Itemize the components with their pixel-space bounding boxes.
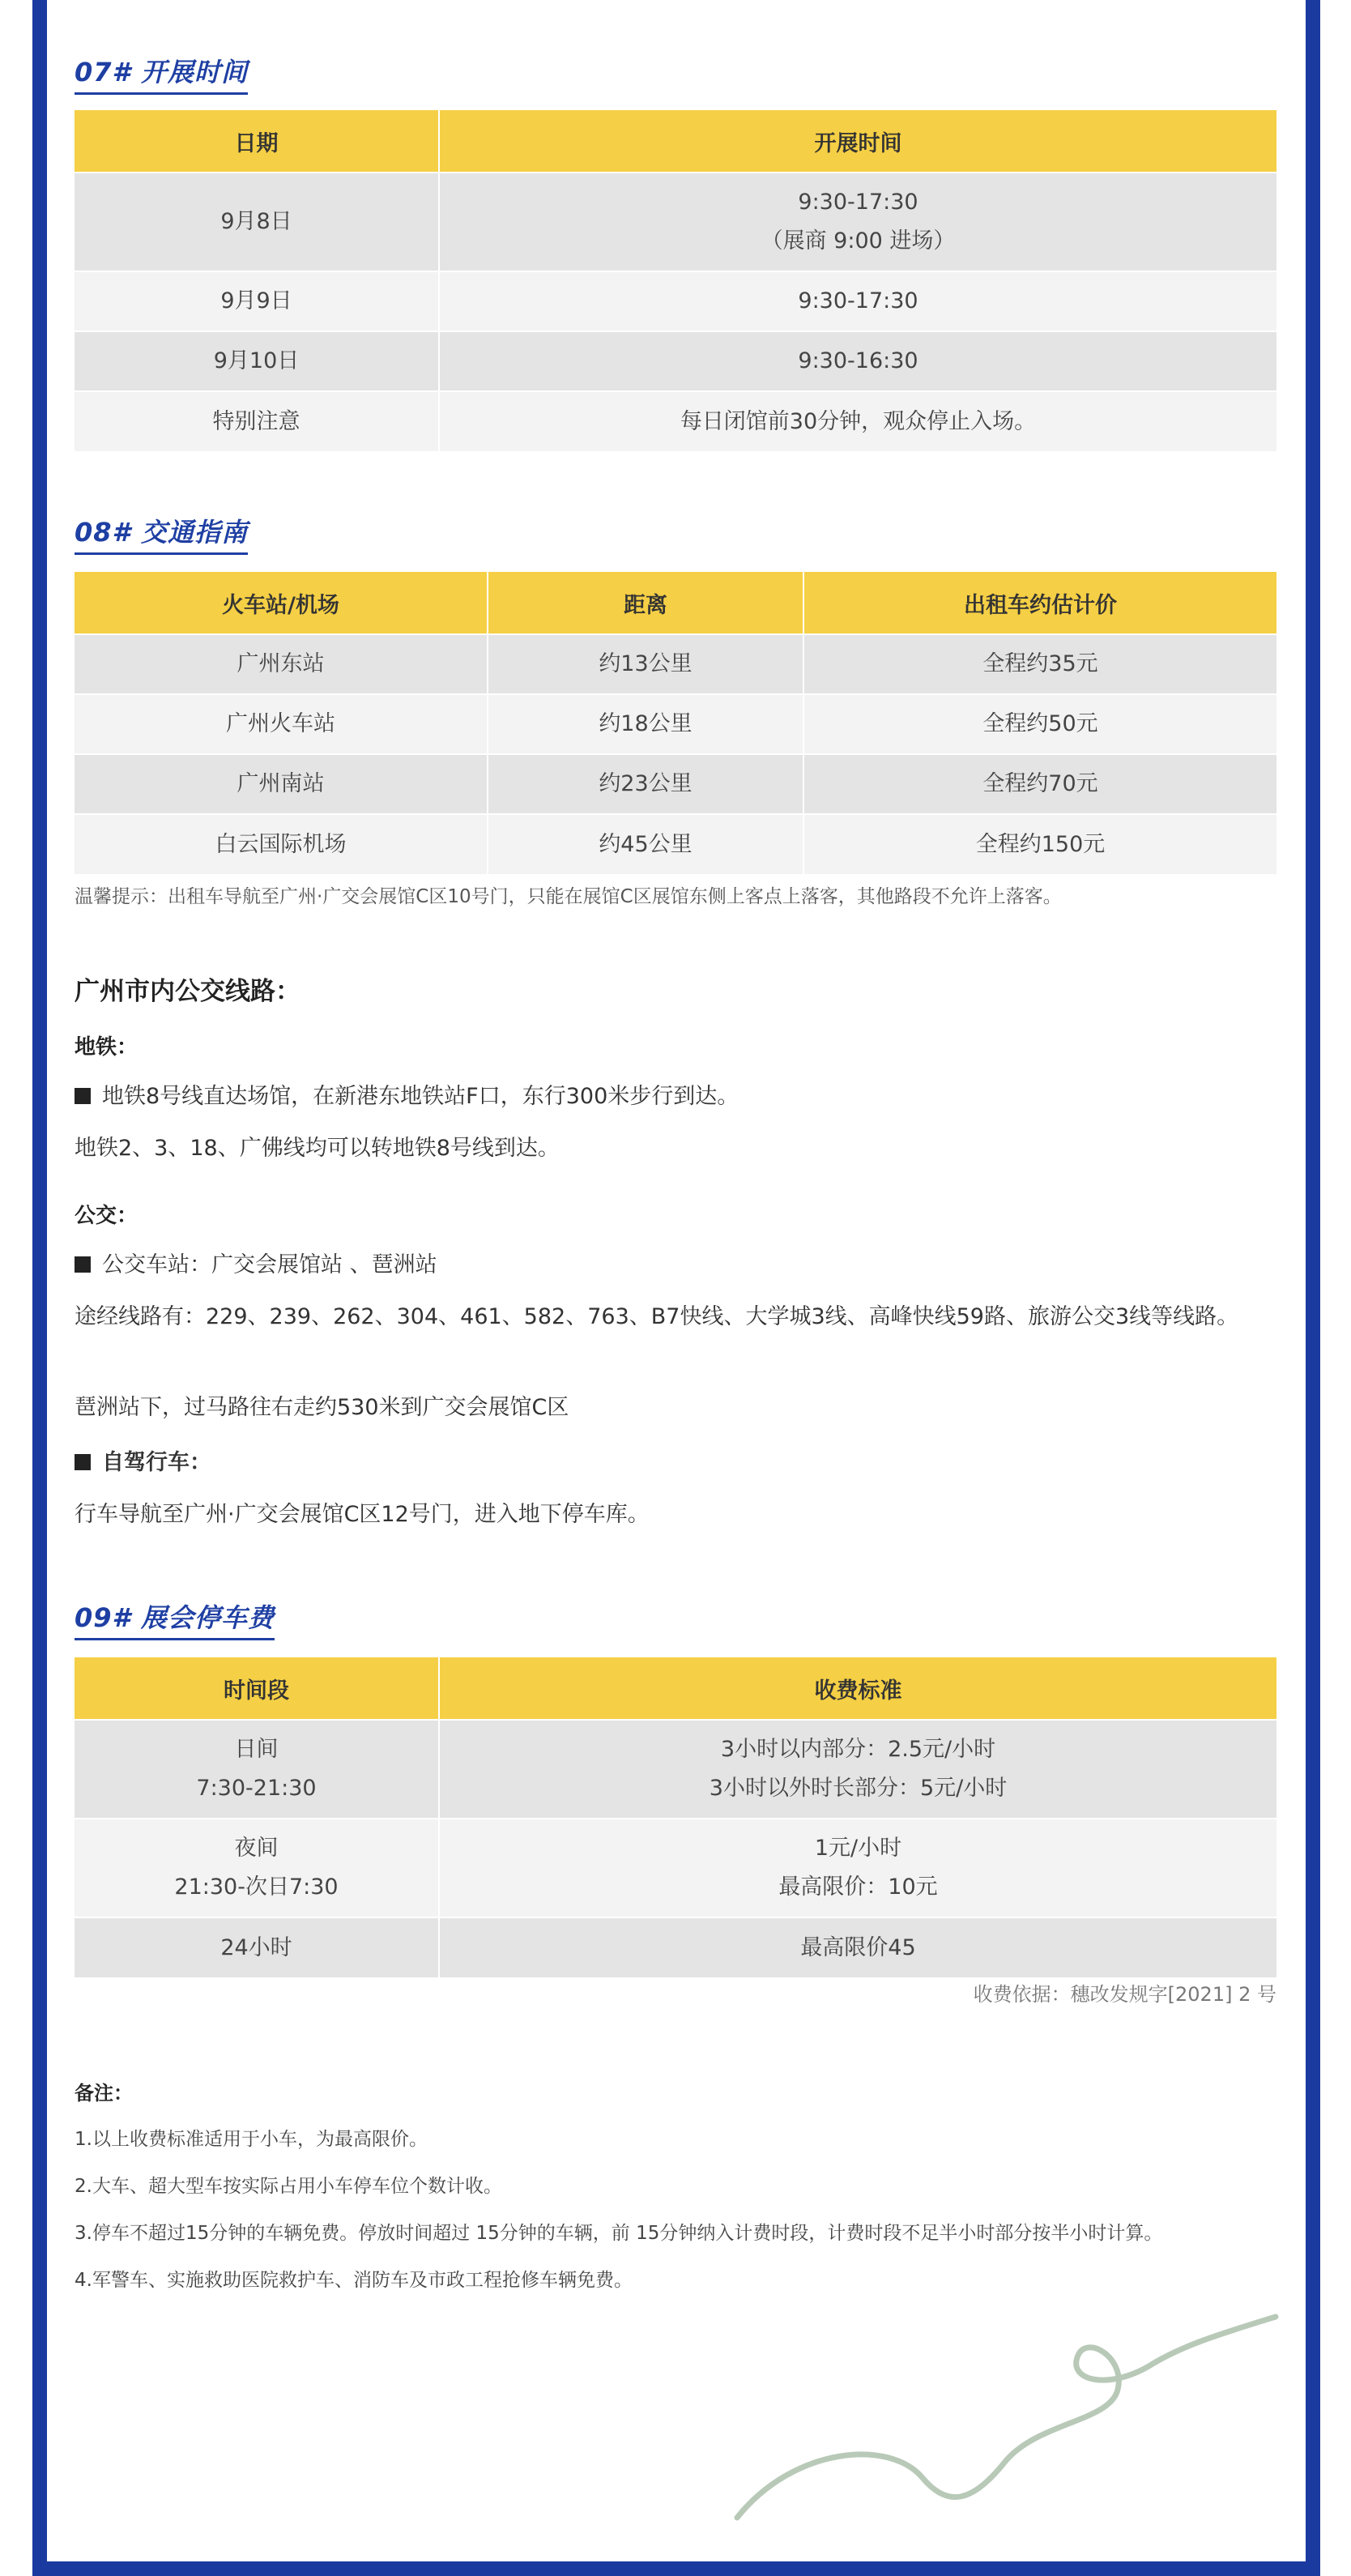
- station-cell: 广州东站: [75, 634, 488, 694]
- distance-cell: 约45公里: [488, 814, 803, 874]
- square-bullet-icon: [75, 1256, 91, 1273]
- period-cell: [75, 1720, 439, 1819]
- drive-label-text: 自驾行车：: [102, 1450, 211, 1475]
- section-09-title: 09# 展会停车费: [75, 1597, 275, 1640]
- bus-stops-text: 公交车站：广交会展馆站 、琶洲站: [102, 1252, 437, 1277]
- drive-text: 行车导航至广州·广交会展馆C区12号门，进入地下停车库。: [75, 1502, 650, 1527]
- bus-heading: 广州市内公交线路：: [75, 977, 300, 1006]
- bus-routes: 途经线路有：229、239、262、304、461、582、763、B7快线、大学城3线、高峰快线59路、旅游公交3线等线路。: [75, 1304, 1239, 1329]
- schedule-header-date: 日期: [75, 110, 439, 173]
- parking-header-row: [75, 1657, 1276, 1720]
- square-bullet-icon: [75, 1454, 91, 1470]
- square-bullet-icon: [75, 1088, 91, 1104]
- distance-cell: 约23公里: [488, 754, 803, 814]
- transport-header-station: 火车站/机场: [75, 572, 488, 634]
- schedule-date: 9月10日: [75, 331, 439, 391]
- remark-item: 1.以上收费标准适用于小车，为最高限价。: [75, 2129, 428, 2150]
- bus-walk: 琶洲站下，过马路往右走约530米到广交会展馆C区: [75, 1395, 569, 1420]
- fee-cell: [439, 1819, 1276, 1917]
- parking-table: [75, 1657, 1276, 1977]
- price-cell: 全程约70元: [803, 754, 1276, 814]
- table-row: [75, 1819, 1276, 1917]
- table-row: [75, 331, 1276, 391]
- schedule-time: [439, 173, 1276, 271]
- distance-cell: 约18公里: [488, 694, 803, 754]
- transport-header-price: 出租车约估计价: [803, 572, 1276, 634]
- station-cell: 广州南站: [75, 754, 488, 814]
- fee-line: 3小时以外时长部分：5元/小时: [709, 1776, 1008, 1801]
- table-row: [75, 1720, 1276, 1819]
- table-row: [75, 694, 1276, 754]
- schedule-time-note: （展商 9:00 进场）: [761, 228, 956, 254]
- frame-border-bottom: [32, 2561, 1320, 2576]
- station-cell: 广州火车站: [75, 694, 488, 754]
- schedule-date: 9月8日: [75, 173, 439, 271]
- price-cell: 全程约150元: [803, 814, 1276, 874]
- fee-cell: [439, 1720, 1276, 1819]
- taxi-tip: 温馨提示：出租车导航至广州·广交会展馆C区10号门，只能在展馆C区展馆东侧上客点上落客，其他路段不允许上落客。: [75, 886, 1062, 907]
- metro-line-1-text: 地铁8号线直达场馆，在新港东地铁站F口，东行300米步行到达。: [102, 1084, 739, 1109]
- schedule-table: [75, 110, 1276, 451]
- fee-cell: 最高限价45: [439, 1917, 1276, 1977]
- table-row: [75, 814, 1276, 874]
- remark-item: 3.停车不超过15分钟的车辆免费。停放时间超过 15分钟的车辆，前 15分钟纳入计费时段，计费时段不足半小时部分按半小时计算。: [75, 2223, 1163, 2244]
- drive-label: [75, 1444, 1276, 1482]
- decorative-squiggle-icon: [729, 2301, 1296, 2527]
- table-row: [75, 271, 1276, 331]
- price-cell: 全程约50元: [803, 694, 1276, 754]
- fee-line: 3小时以内部分：2.5元/小时: [720, 1737, 996, 1762]
- parking-header-fee: 收费标准: [439, 1657, 1276, 1720]
- parking-header-period: 时间段: [75, 1657, 439, 1720]
- table-row: [75, 634, 1276, 694]
- remark-item: 2.大车、超大型车按实际占用小车停车位个数计收。: [75, 2176, 502, 2197]
- bus-stops: [75, 1246, 1276, 1285]
- period-hours: 7:30-21:30: [196, 1776, 317, 1801]
- schedule-date: 特别注意: [75, 391, 439, 451]
- metro-label: 地铁：: [75, 1035, 139, 1060]
- metro-line-1: [75, 1077, 1276, 1116]
- period-cell: [75, 1819, 439, 1917]
- schedule-time: 9:30-16:30: [439, 331, 1276, 391]
- fee-line: 1元/小时: [814, 1836, 902, 1861]
- section-08-title: 08# 交通指南: [75, 512, 248, 555]
- period-label: 日间: [234, 1737, 279, 1762]
- schedule-time-line: 9:30-17:30: [798, 190, 918, 215]
- schedule-date: 9月9日: [75, 271, 439, 331]
- fee-line: 最高限价：10元: [778, 1874, 938, 1900]
- schedule-header-row: [75, 110, 1276, 173]
- frame-border-left: [32, 0, 47, 2576]
- remarks-title: 备注：: [75, 2082, 133, 2105]
- table-row: [75, 391, 1276, 451]
- table-row: [75, 1917, 1276, 1977]
- transport-header-row: [75, 572, 1276, 634]
- table-row: [75, 754, 1276, 814]
- schedule-time: 9:30-17:30: [439, 271, 1276, 331]
- frame-border-right: [1306, 0, 1320, 2576]
- schedule-header-time: 开展时间: [439, 110, 1276, 173]
- section-07-title: 07# 开展时间: [75, 52, 248, 95]
- distance-cell: 约13公里: [488, 634, 803, 694]
- price-cell: 全程约35元: [803, 634, 1276, 694]
- transport-table: [75, 572, 1276, 874]
- period-cell: 24小时: [75, 1917, 439, 1977]
- transport-header-distance: 距离: [488, 572, 803, 634]
- remark-item: 4.军警车、实施救助医院救护车、消防车及市政工程抢修车辆免费。: [75, 2270, 633, 2291]
- period-label: 夜间: [234, 1836, 279, 1861]
- bus-label: 公交：: [75, 1204, 139, 1228]
- period-hours: 21:30-次日7:30: [174, 1874, 339, 1900]
- fee-basis: 收费依据：穗改发规字[2021] 2 号: [973, 1983, 1276, 2006]
- schedule-time: 每日闭馆前30分钟，观众停止入场。: [439, 391, 1276, 451]
- table-row: [75, 173, 1276, 271]
- station-cell: 白云国际机场: [75, 814, 488, 874]
- metro-line-2: 地铁2、3、18、广佛线均可以转地铁8号线到达。: [75, 1136, 560, 1161]
